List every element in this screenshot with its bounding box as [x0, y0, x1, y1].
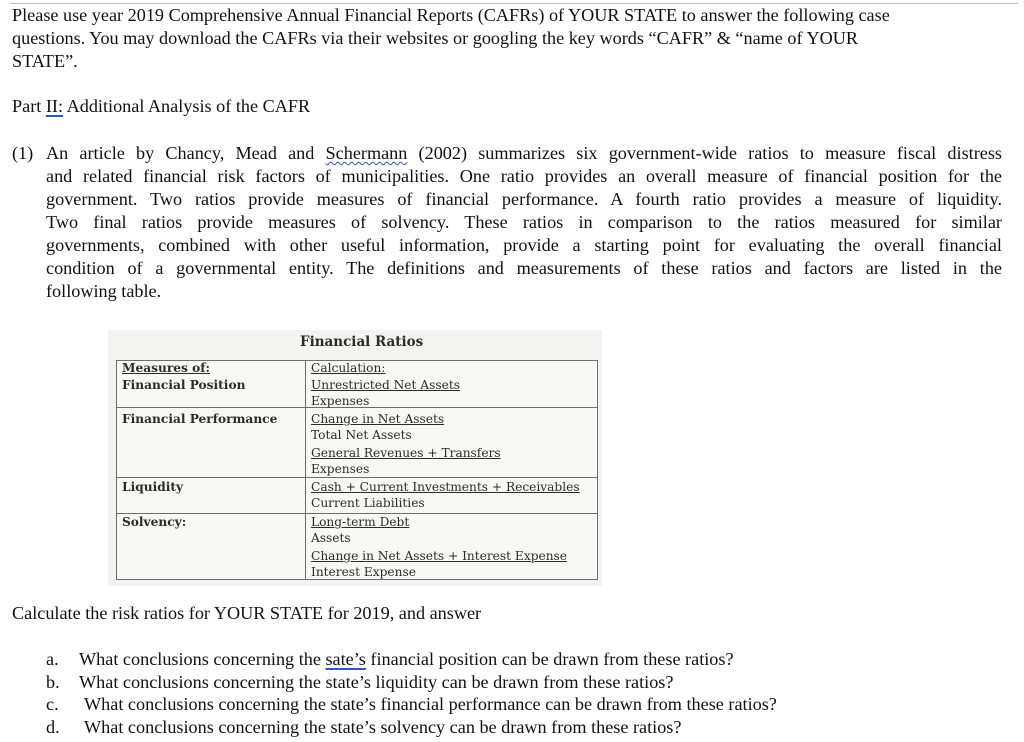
question-1-line: Two final ratios provide measures of solvency. These ratios in comparison to the ratios measured for similar	[46, 212, 1002, 232]
question-1-number: (1)	[12, 143, 34, 163]
table-header-measures: Measures of:	[122, 361, 211, 375]
part-prefix: Part	[12, 96, 46, 116]
ratio-denominator: Total Net Assets	[311, 428, 412, 442]
spellcheck-flagged-word[interactable]: Schermann	[325, 143, 408, 163]
part-title-text: Additional Analysis of the CAFR	[63, 96, 311, 116]
ratio-denominator: Expenses	[311, 394, 370, 408]
intro-line: STATE”.	[12, 51, 78, 71]
measure-solvency: Solvency:	[122, 515, 187, 529]
ratio-numerator: Cash + Current Investments + Receivables	[311, 480, 580, 494]
measure-financial-performance: Financial Performance	[122, 412, 278, 426]
ratio-numerator: Change in Net Assets + Interest Expense	[311, 549, 568, 563]
table-title: Financial Ratios	[300, 334, 424, 350]
question-1-line	[46, 142, 1002, 165]
sub-question-text: What conclusions concerning the state’s solvency can be drawn from these ratios?	[84, 716, 682, 737]
question-1-line: governments, combined with other useful information, provide a starting point for evaluating the overall financial	[46, 235, 1002, 255]
question-1-line: condition of a governmental entity. The definitions and measurements of these ratios and factors are listed in the	[46, 258, 1002, 278]
part-numeral-flagged[interactable]: II	[45, 96, 58, 116]
sub-questions-list	[46, 648, 777, 738]
sub-question-d	[46, 716, 777, 739]
sub-question-a	[46, 648, 777, 671]
sub-question-b	[46, 671, 777, 694]
part-colon: :	[57, 96, 64, 116]
measure-liquidity: Liquidity	[122, 480, 184, 494]
sub-question-a-after: financial position can be drawn from these ratios?	[365, 649, 734, 669]
spellcheck-flagged-word[interactable]: sate’s	[325, 649, 366, 669]
ratio-numerator: Long-term Debt	[311, 515, 410, 529]
question-1-line: following table.	[46, 281, 162, 301]
ratio-numerator: General Revenues + Transfers	[311, 446, 501, 460]
sub-question-a-before: What conclusions concerning the	[79, 649, 326, 669]
table-column-divider	[305, 361, 306, 579]
question-1	[12, 142, 1002, 303]
measure-financial-position: Financial Position	[122, 378, 246, 392]
intro-paragraph	[12, 4, 1002, 73]
financial-ratios-table-image	[108, 330, 602, 586]
intro-line: questions. You may download the CAFRs via their websites or googling the key words “CAFR” & “name of YOUR	[12, 28, 858, 48]
ratio-numerator: Unrestricted Net Assets	[311, 378, 460, 392]
ratio-denominator: Assets	[311, 531, 351, 545]
ratio-table-grid	[116, 360, 598, 580]
ratio-numerator: Change in Net Assets	[311, 412, 445, 426]
sub-question-letter: c.	[46, 694, 59, 714]
part-heading	[12, 95, 310, 118]
sub-question-text: What conclusions concerning the state’s liquidity can be drawn from these ratios?	[79, 671, 674, 692]
ratio-denominator: Interest Expense	[311, 565, 416, 579]
sub-question-letter: a.	[46, 649, 59, 669]
ratio-denominator: Current Liabilities	[311, 496, 425, 510]
q1-line1-after: (2002) summarizes six government-wide ratios to measure fiscal distress	[407, 143, 1002, 163]
ratio-denominator: Expenses	[311, 462, 370, 476]
sub-question-letter: d.	[46, 716, 60, 737]
sub-question-c	[46, 693, 777, 716]
question-1-body	[46, 142, 1002, 303]
sub-question-letter: b.	[46, 671, 60, 692]
sub-question-text: What conclusions concerning the state’s financial performance can be drawn from these ratios?	[84, 694, 777, 714]
table-header-calculation: Calculation:	[311, 361, 386, 375]
question-1-line: and related financial risk factors of municipalities. One ratio provides an overall measure of financial position for the	[46, 166, 1002, 186]
q1-line1-before: An article by Chancy, Mead and	[46, 143, 326, 163]
question-1-line: government. Two ratios provide measures of financial performance. A fourth ratio provides a measure of liquidity.	[46, 189, 1002, 209]
intro-line: Please use year 2019 Comprehensive Annual Financial Reports (CAFRs) of YOUR STATE to answer the following case	[12, 5, 890, 25]
calculate-instruction: Calculate the risk ratios for YOUR STATE for 2019, and answer	[12, 603, 482, 623]
